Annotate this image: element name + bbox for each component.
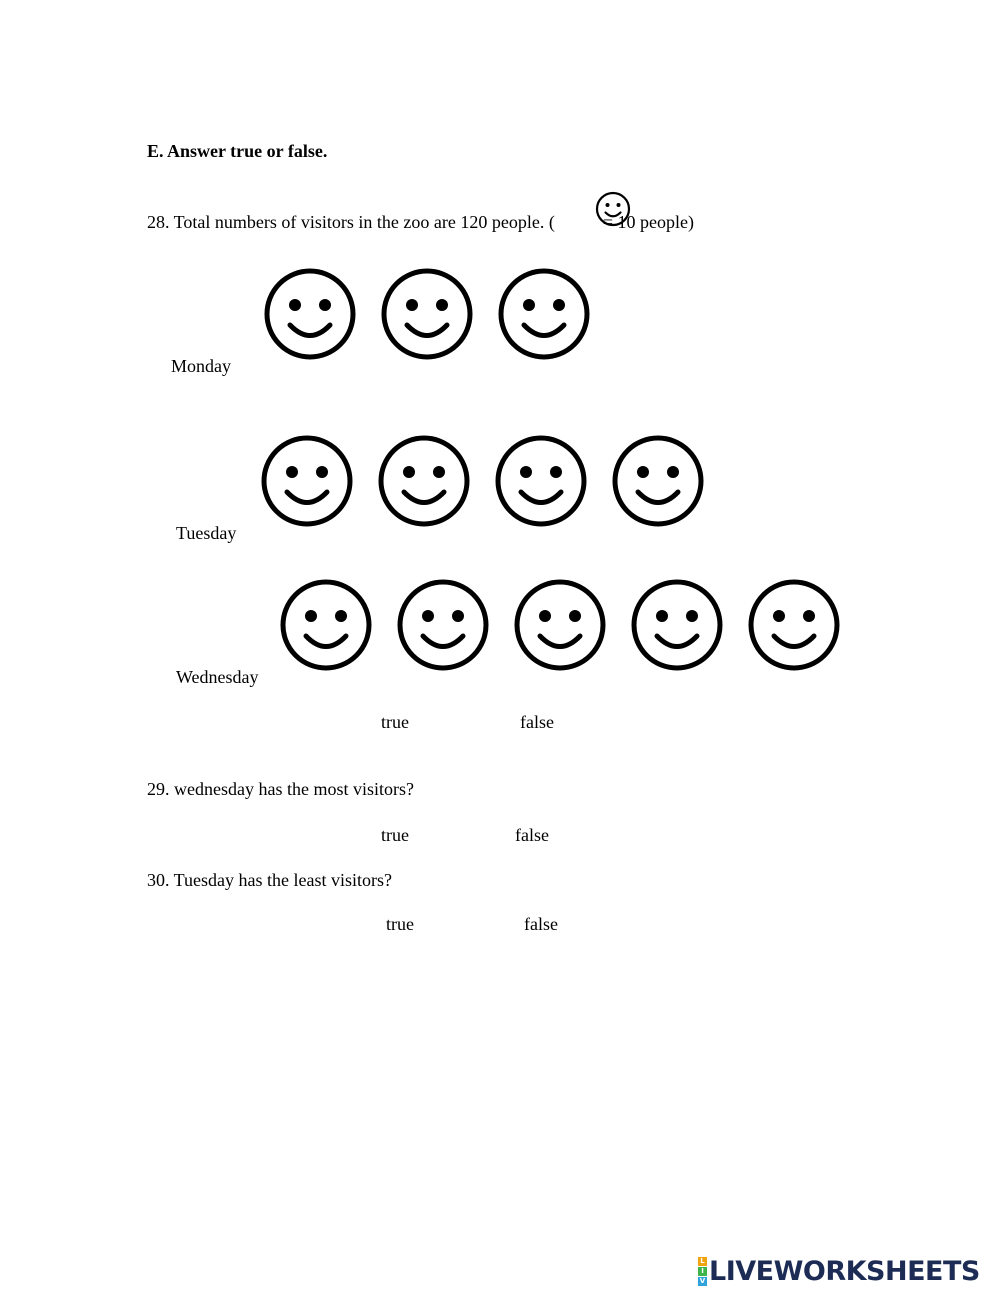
q28-true-option[interactable]: true — [381, 712, 409, 732]
logo-blocks — [698, 1257, 707, 1286]
smiley-face-icon — [264, 268, 356, 360]
question-30-text: 30. Tuesday has the least visitors? — [147, 870, 392, 890]
smiley-face-icon — [378, 435, 470, 527]
question-28-text-before: 28. Total numbers of visitors in the zoo are 120 people. ( — [147, 212, 555, 232]
row-label-monday: Monday — [171, 356, 231, 376]
smiley-face-icon — [498, 268, 590, 360]
liveworksheets-logo — [698, 1254, 980, 1288]
row-label-wednesday: Wednesday — [176, 667, 259, 687]
legend-smiley-icon — [594, 190, 632, 228]
smiley-face-icon — [280, 579, 372, 671]
smiley-face-icon — [631, 579, 723, 671]
smiley-face-icon — [261, 435, 353, 527]
question-28-text-after: = 10 people) — [602, 212, 694, 232]
smiley-face-icon — [381, 268, 473, 360]
question-29-text: 29. wednesday has the most visitors? — [147, 779, 414, 799]
q29-false-option[interactable]: false — [515, 825, 549, 845]
smiley-face-icon — [495, 435, 587, 527]
q30-false-option[interactable]: false — [524, 914, 558, 934]
logo-block: I — [698, 1267, 707, 1276]
smiley-face-icon — [397, 579, 489, 671]
logo-block: V — [699, 1276, 706, 1285]
row-label-tuesday: Tuesday — [176, 523, 237, 543]
smiley-face-icon — [748, 579, 840, 671]
q29-true-option[interactable]: true — [381, 825, 409, 845]
smiley-face-icon — [612, 435, 704, 527]
q28-false-option[interactable]: false — [520, 712, 554, 732]
smiley-face-icon — [514, 579, 606, 671]
section-heading: E. Answer true or false. — [147, 141, 328, 161]
logo-block: L — [698, 1257, 707, 1266]
logo-text: LIVEWORKSHEETS — [709, 1255, 980, 1287]
q30-true-option[interactable]: true — [386, 914, 414, 934]
